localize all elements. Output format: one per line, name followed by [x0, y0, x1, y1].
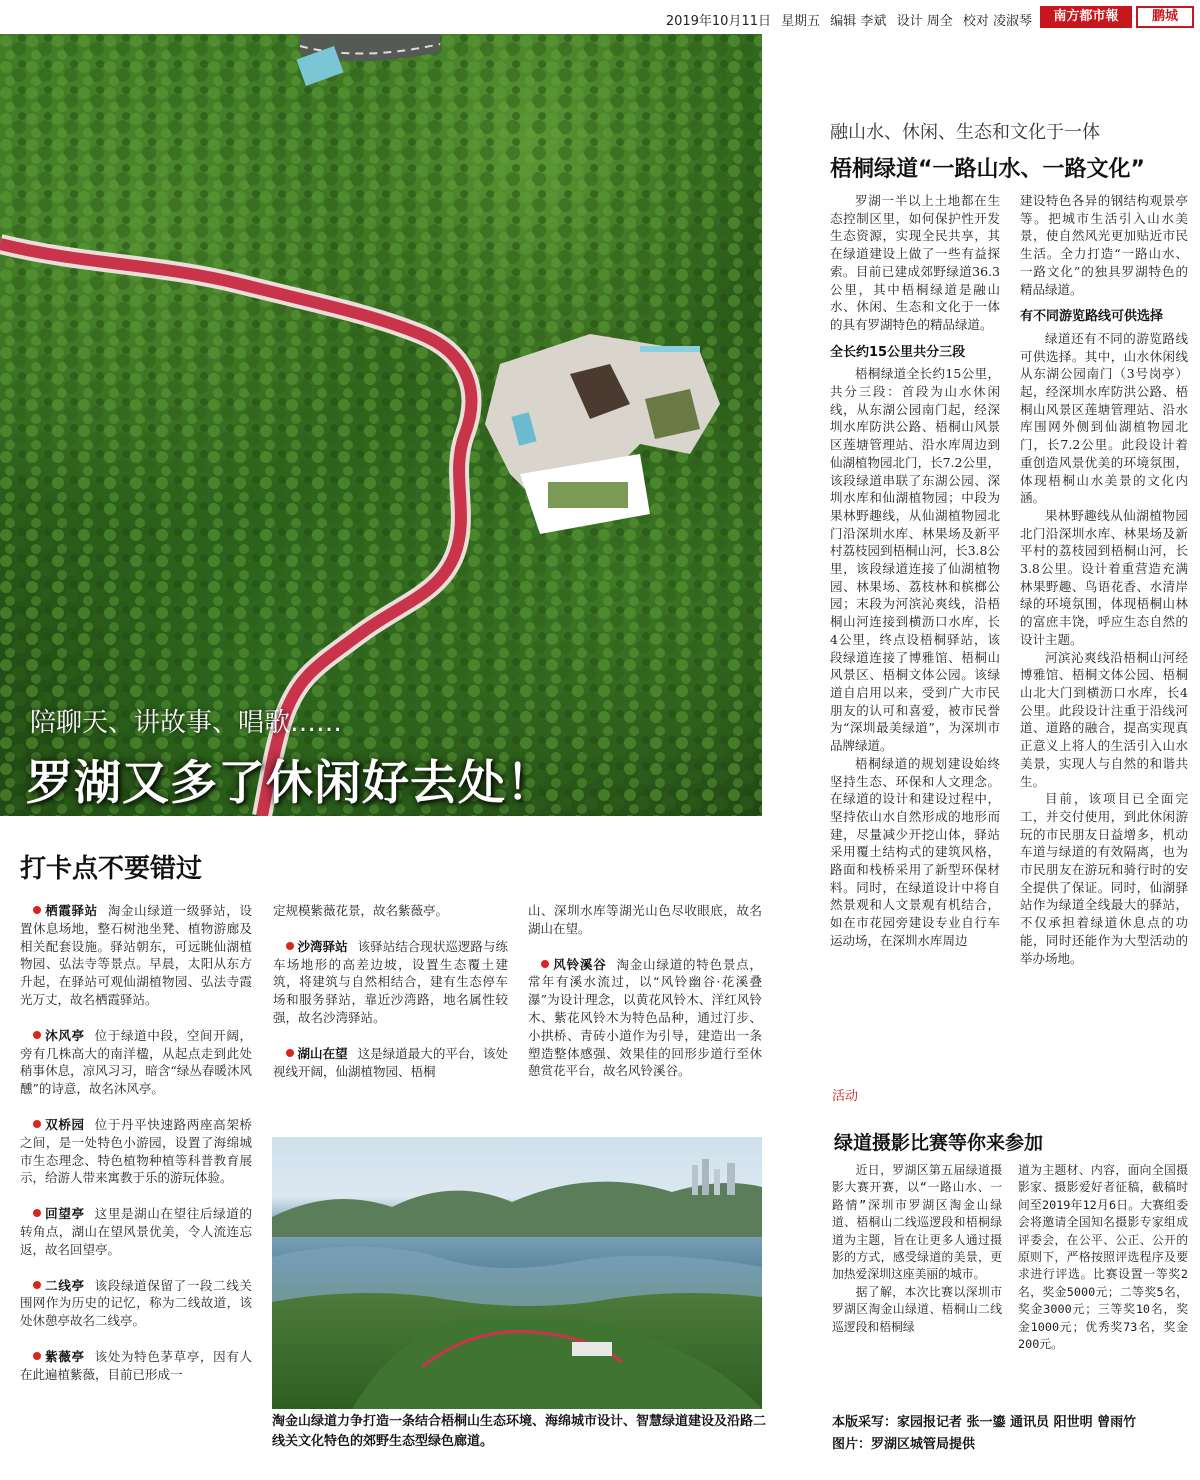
spot-continuation: 山、深圳水库等湖光山色尽收眼底，故名湖山在望。 [528, 903, 762, 936]
feature-paragraph: 果林野趣线从仙湖植物园北门沿深圳水库、林果场及新平村的荔枝园到梧桐山河，长3.8公里。设计着重营造充满林果野趣、鸟语花香、水清岸绿的环境氛围，体现梧桐山林的富庶丰饶，呼应生态自然的设计主题。 [1020, 507, 1188, 647]
spot-entry [20, 1116, 252, 1187]
spot-text: 这是绿道最大的平台，该处视线开阔，仙湖植物园、梧桐 [273, 1045, 508, 1079]
activity-column-a [832, 1162, 1002, 1336]
bullet-dot-icon [541, 960, 549, 968]
feature-paragraph: 梧桐绿道的规划建设始终坚持生态、环保和人文理念。在绿道的设计和建设过程中，坚持依山水自然形成的地形而建，尽量减少开挖山体，驿站采用覆土结构式的建筑风格，路面和栈桥采用了新型环保材料。同时，在绿道设计中将自然景观和人文景观有机结合，如在市花园旁建设专业自行车运动场，在深圳水库周边 [830, 755, 1000, 948]
checkin-column-2 [273, 902, 508, 1098]
spot-text: 位于丹平快速路两座高架桥之间，是一处特色小游园，设置了海绵城市生态理念、特色植物种植等科普教育展示，给游人带来寓教于乐的游玩体验。 [20, 1116, 252, 1186]
spot-text: 这里是湖山在望往后绿道的转角点，湖山在望风景优美，令人流连忘返，故名回望亭。 [20, 1206, 252, 1257]
spot-name: 紫薇亭 [44, 1348, 85, 1364]
photo-caption: 淘金山绿道力争打造一条结合梧桐山生态环境、海绵城市设计、智慧绿道建设及沿路二线关文化特色的郊野生态型绿色廊道。 [272, 1414, 767, 1449]
issue-editor: 编辑 李斌 [830, 14, 887, 29]
spot-text: 该段绿道保留了一段二线关围网作为历史的记忆，称为二线故道，该处休憩亭故名二线亭。 [20, 1277, 252, 1329]
checkin-section-title: 打卡点不要错过 [20, 854, 203, 884]
green-hill [352, 1316, 762, 1409]
bullet-dot-icon [33, 1209, 41, 1217]
feature-title: 梧桐绿道“一路山水、一路文化” [830, 157, 1145, 182]
spot-entry [273, 1045, 508, 1081]
feature-paragraph: 河滨沁爽线沿梧桐山河经博雅馆、梧桐文体公园、梧桐山北大门到横沥口水库，长4公里。此段设计注重于沿线河道、道路的融合，提高实现真正意义上将人的生活引入山水美景，实现人与自然的和谐共生。 [1020, 649, 1188, 789]
lake-water [272, 1246, 762, 1306]
spot-name: 栖霞驿站 [44, 903, 98, 918]
bullet-dot-icon [33, 1352, 41, 1360]
credits [832, 1412, 1136, 1456]
bullet-dot-icon [33, 1120, 41, 1128]
activity-paragraph: 据了解，本次比赛以深圳市罗湖区淘金山绿道、梧桐山二线巡逻段和梧桐绿 [832, 1284, 1002, 1334]
lake-photo-drawing [272, 1137, 762, 1409]
hero-kicker: 陪聊天、讲故事、唱歌…… [30, 708, 343, 738]
issue-info [660, 10, 1032, 29]
spot-text: 该驿站结合现状巡逻路与练车场地形的高差边坡，设置生态覆土建筑，将建筑与自然相结合，建有生态停车场和服务驿站，靠近沙湾路，地名属性较强，故名沙湾驿站。 [273, 938, 508, 1025]
spot-name: 沙湾驿站 [297, 938, 348, 954]
spot-text: 位于绿道中段，空间开阔，旁有几株高大的南洋楹，从起点走到此处稍事休息，凉风习习，暗含“绿丛春暖沐风醺”的诗意，故名沐风亭。 [20, 1027, 252, 1097]
feature-paragraph: 绿道还有不同的游览路线可供选择。其中，山水休闲线从东湖公园南门（3号岗亭）起，经深圳水库防洪公路、梧桐山风景区莲塘管理站、沿水库围网外侧到仙湖植物园北门，长7.2公里。此段设计着重创造风景优美的环境氛围，体现梧桐山水美景的文化内涵。 [1020, 330, 1188, 506]
spot-entry [20, 902, 252, 1009]
edition-brand-logo: 鹏城 [1136, 6, 1194, 28]
issue-date: 2019年10月11日 [665, 14, 771, 29]
spot-name: 沐风亭 [44, 1027, 85, 1043]
lake-landscape-photo [272, 1137, 762, 1409]
activity-title: 绿道摄影比赛等你来参加 [834, 1132, 1044, 1154]
checkin-column-1 [20, 902, 252, 1402]
activity-paragraph: 道为主题材、内容，面向全国摄影家、摄影爱好者征稿，截稿时间至2019年12月6日。大赛组委会将邀请全国知名摄影专家组成评委会，在公平、公正、公开的原则下，严格按照评选程序及要求进行评选。比赛设置一等奖2名，奖金5000元；二等奖5名，奖金3000元；三等奖10名，奖金1000元；优秀奖73名，奖金200元。 [1018, 1163, 1188, 1352]
activity-column-b [1018, 1162, 1188, 1353]
feature-subtitle: 融山水、休闲、生态和文化于一体 [830, 122, 1100, 143]
bullet-dot-icon [33, 906, 41, 914]
spot-name: 回望亭 [44, 1206, 85, 1222]
feature-subheading: 有不同游览路线可供选择 [1020, 309, 1164, 325]
newspaper-logo: 南方都市報 [1040, 6, 1132, 28]
activity-tag: 活动 [832, 1089, 859, 1104]
bullet-dot-icon [286, 1049, 294, 1057]
issue-proofreader: 校对 凌淑琴 [962, 14, 1032, 29]
spot-entry [528, 956, 762, 1081]
spot-entry [273, 938, 508, 1027]
checkin-column-3 [528, 902, 762, 1098]
feature-paragraph: 目前，该项目已全面完工，并交付使用，到此休闲游玩的市民朋友日益增多，机动车道与绿道的有效隔离，也为市民朋友在游玩和骑行时的安全提供了保证。同时，仙湖驿站作为绿道全线最大的驿站，不仅承担着绿道休息点的功能，同时还能作为大型活动的举办场地。 [1020, 791, 1188, 966]
spot-text: 淘金山绿道一级驿站，设置休息场地，整石树池坐凳、植物游廊及相关配套设施。驿站朝东，可远眺仙湖植物园、弘法寺等景点。早晨，太阳从东方升起，在驿站可观仙湖植物园、弘法寺霞光万丈，故名栖霞驿站。 [20, 903, 252, 1007]
feature-paragraph: 梧桐绿道全长约15公里，共分三段：首段为山水休闲线，从东湖公园南门起，经深圳水库防洪公路、梧桐山风景区莲塘管理站、沿水库周边到仙湖植物园北门，长7.2公里，该段绿道串联了东湖公园、深圳水库和仙湖植物园；中段为果林野趣线，从仙湖植物园北门沿深圳水库、林果场及新平村荔枝园到梧桐山河，长3.8公里，该段绿道连接了仙湖植物园、林果场、荔枝林和槟榔公园；末段为河滨沁爽线，沿梧桐山河连接到横沥口水库，长4公里，终点设梧桐驿站，该段绿道连接了博雅馆、梧桐山风景区、梧桐文体公园。该绿道自启用以来，受到广大市民朋友的认可和喜爱，被市民誉为“深圳最美绿道”，为深圳市品牌绿道。 [830, 366, 1000, 754]
spot-entry [20, 1205, 252, 1258]
spot-name: 风铃溪谷 [552, 956, 607, 972]
feature-column-a [830, 192, 1000, 950]
spot-text: 淘金山绿道的特色景点，常年有溪水流过，以“风铃幽谷·花溪叠瀑”为设计理念，以黄花风铃木、洋红风铃木、紫花风铃木为特色品种，通过汀步、小拱桥、青砖小道作为引导，建造出一条塑造整体感强、效果佳的回形步道行至休憩赏花平台，故名风铃溪谷。 [528, 956, 762, 1079]
issue-designer: 设计 周全 [896, 14, 953, 29]
hero-headline: 罗湖又多了休闲好去处！ [26, 756, 554, 811]
feature-subheading: 全长约15公里共分三段 [830, 344, 966, 360]
masthead [0, 0, 1200, 34]
spot-entry [20, 1027, 252, 1098]
reporter-credit: 本版采写：家园报记者 张一鎏 通讯员 阳世明 曾雨竹 [832, 1415, 1137, 1430]
spot-continuation: 定规模紫薇花景，故名紫薇亭。 [273, 903, 449, 918]
station-roof [572, 1342, 612, 1356]
bullet-dot-icon [33, 1281, 41, 1289]
distant-hills [272, 1182, 762, 1237]
activity-paragraph: 近日，罗湖区第五届绿道摄影大赛开赛，以“一路山水、一路情”深圳市罗湖区淘金山绿道、梧桐山二线巡逻段和梧桐绿道为主题，旨在让更多人通过摄影的方式，感受绿道的美景，更加热爱深圳这座美丽的城市。 [832, 1163, 1002, 1282]
spot-name: 双桥园 [44, 1116, 85, 1132]
feature-paragraph: 建设特色各异的钢结构观景亭等。把城市生活引入山水美景，使自然风光更加贴近市民生活。全力打造“一路山水、一路文化”的独具罗湖特色的精品绿道。 [1020, 193, 1188, 297]
bullet-dot-icon [33, 1031, 41, 1039]
hero-photo-drawing [0, 34, 762, 816]
feature-column-b [1020, 192, 1188, 967]
spot-name: 湖山在望 [297, 1045, 348, 1061]
spot-entry [20, 1348, 252, 1384]
issue-weekday: 星期五 [781, 14, 821, 29]
feature-heading [830, 118, 1190, 183]
spot-text: 该处为特色茅草亭，因有人在此遍植紫薇，目前已形成一 [20, 1348, 252, 1382]
feature-paragraph: 罗湖一半以上土地都在生态控制区里，如何保护性开发生态资源，实现全民共享，其在绿道建设上做了一些有益探索。目前已建成郊野绿道36.3公里，其中梧桐绿道是融山水、休闲、生态和文化于一体的具有罗湖特色的精品绿道。 [830, 193, 1000, 332]
bullet-dot-icon [286, 942, 294, 950]
spot-name: 二线亭 [44, 1277, 85, 1293]
hero-aerial-photo [0, 34, 762, 816]
spot-entry [20, 1277, 252, 1330]
photo-credit: 图片：罗湖区城管局提供 [832, 1437, 976, 1452]
